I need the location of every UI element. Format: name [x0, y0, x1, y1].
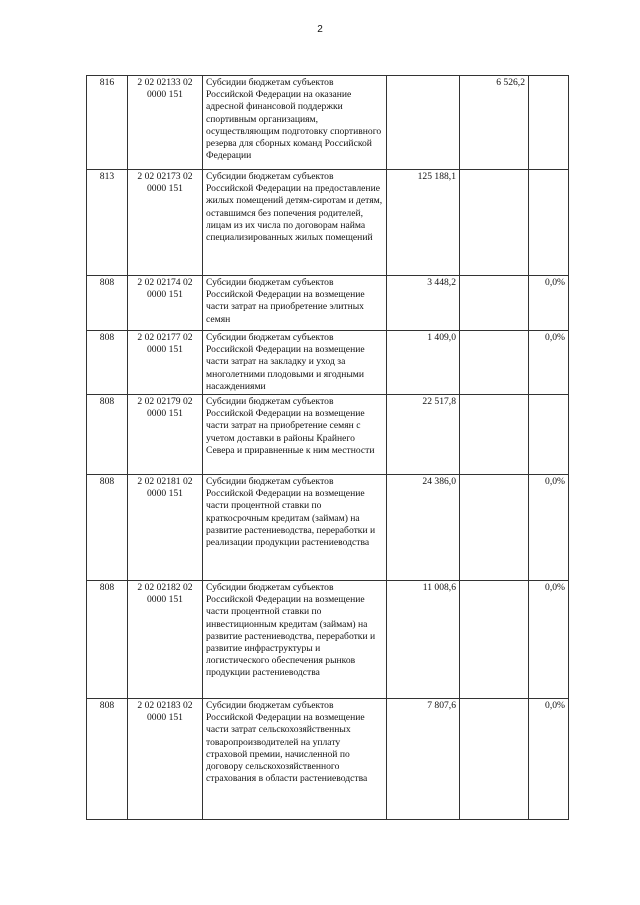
budget-code-cell — [128, 76, 203, 170]
value-cell — [460, 331, 529, 395]
value-cell: 125 188,1 — [387, 170, 460, 276]
item-name-cell: Субсидии бюджетам субъектов Российской Федерации на возмещение части затрат сельскохозяйственных товаропроизводителей на уплату страховой премии, начисленной по договору сельскохозяйственного страхования в области растениеводства — [203, 699, 387, 820]
admin-code-cell: 813 — [87, 170, 128, 276]
percent-cell: 0,0% — [529, 475, 569, 581]
percent-cell: 0,0% — [529, 699, 569, 820]
value-cell: 24 386,0 — [387, 475, 460, 581]
budget-code-line: 2 02 02183 02 — [137, 700, 193, 712]
percent-cell: 0,0% — [529, 331, 569, 395]
budget-code-line: 0000 151 — [147, 89, 183, 101]
table-row — [87, 276, 569, 331]
budget-code-line: 0000 151 — [147, 488, 183, 500]
item-name-cell: Субсидии бюджетам субъектов Российской Федерации на возмещение части затрат на приобретение элитных семян — [203, 276, 387, 331]
budget-code-cell — [128, 170, 203, 276]
value-cell: 7 807,6 — [387, 699, 460, 820]
budget-code-line: 0000 151 — [147, 289, 183, 301]
budget-code-line: 0000 151 — [147, 408, 183, 420]
percent-cell: 0,0% — [529, 581, 569, 699]
table-row — [87, 581, 569, 699]
budget-code-line: 2 02 02173 02 — [137, 171, 193, 182]
value-cell — [460, 581, 529, 699]
value-cell — [460, 170, 529, 276]
admin-code-cell: 808 — [87, 276, 128, 331]
admin-code-cell: 808 — [87, 475, 128, 581]
value-cell — [460, 699, 529, 820]
budget-code-cell — [128, 699, 203, 820]
budget-table — [86, 75, 569, 820]
budget-code-line: 0000 151 — [147, 594, 183, 606]
budget-code-cell — [128, 395, 203, 475]
item-name-cell: Субсидии бюджетам субъектов Российской Федерации на возмещение части затрат на приобретение семян с учетом доставки в районы Крайнего Севера и приравненные к ним местности — [203, 395, 387, 475]
budget-code-line: 2 02 02174 02 — [137, 277, 193, 288]
budget-code-cell — [128, 276, 203, 331]
value-cell — [460, 276, 529, 331]
table-row — [87, 395, 569, 475]
value-cell: 3 448,2 — [387, 276, 460, 331]
percent-cell — [529, 395, 569, 475]
percent-cell — [529, 76, 569, 170]
budget-code-cell — [128, 475, 203, 581]
value-cell: 1 409,0 — [387, 331, 460, 395]
value-cell: 6 526,2 — [460, 76, 529, 170]
value-cell: 11 008,6 — [387, 581, 460, 699]
value-cell — [460, 475, 529, 581]
budget-code-line: 2 02 02133 02 — [137, 77, 193, 88]
admin-code-cell: 808 — [87, 331, 128, 395]
item-name-cell: Субсидии бюджетам субъектов Российской Федерации на возмещение части процентной ставки по инвестиционным кредитам (займам) на развитие растениеводства, переработки и развитие инфраструктуры и логистического обеспечения рынков продукции растениеводства — [203, 581, 387, 699]
budget-code-line: 0000 151 — [147, 712, 183, 724]
budget-code-cell — [128, 331, 203, 395]
percent-cell — [529, 170, 569, 276]
table-row — [87, 170, 569, 276]
budget-code-line: 0000 151 — [147, 344, 183, 356]
budget-code-line: 2 02 02179 02 — [137, 396, 193, 408]
value-cell — [460, 395, 529, 475]
item-name-cell: Субсидии бюджетам субъектов Российской Федерации на предоставление жилых помещений детям-сиротам и детям, оставшимся без попечения родителей, лицам из их числа по договорам найма специализированных жилых помещений — [203, 170, 387, 276]
table-row — [87, 76, 569, 170]
percent-cell: 0,0% — [529, 276, 569, 331]
table-row — [87, 475, 569, 581]
budget-code-line: 2 02 02181 02 — [137, 476, 193, 488]
table-row — [87, 699, 569, 820]
budget-code-line: 0000 151 — [147, 183, 183, 195]
admin-code-cell: 808 — [87, 699, 128, 820]
budget-code-line: 2 02 02177 02 — [137, 332, 193, 343]
admin-code-cell: 808 — [87, 395, 128, 475]
budget-code-cell — [128, 581, 203, 699]
value-cell: 22 517,8 — [387, 395, 460, 475]
admin-code-cell: 808 — [87, 581, 128, 699]
admin-code-cell: 816 — [87, 76, 128, 170]
budget-code-line: 2 02 02182 02 — [137, 582, 193, 594]
table-row — [87, 331, 569, 395]
item-name-cell: Субсидии бюджетам субъектов Российской Федерации на возмещение части затрат на закладку и уход за многолетними плодовыми и ягодными насаждениями — [203, 331, 387, 395]
page-number: 2 — [317, 24, 323, 35]
item-name-cell: Субсидии бюджетам субъектов Российской Федерации на возмещение части процентной ставки по краткосрочным кредитам (займам) на развитие растениеводства, переработки и реализации продукции растениеводства — [203, 475, 387, 581]
item-name-cell: Субсидии бюджетам субъектов Российской Федерации на оказание адресной финансовой поддержки спортивным организациям, осуществляющим подготовку спортивного резерва для сборных команд Российской Федерации — [203, 76, 387, 170]
value-cell — [387, 76, 460, 170]
